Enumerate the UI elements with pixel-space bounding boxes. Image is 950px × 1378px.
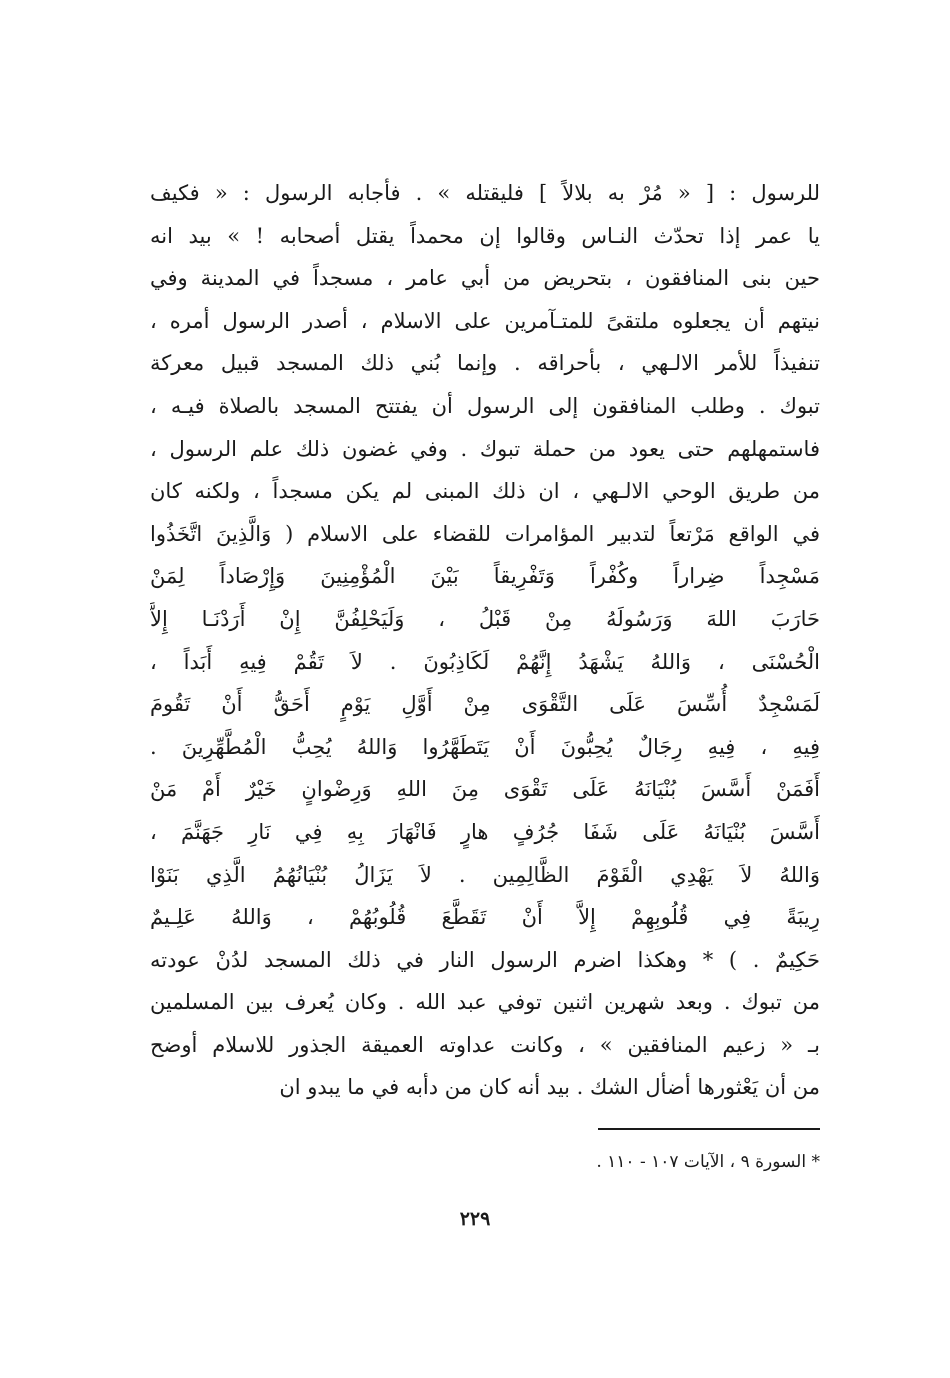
page-number: ٢٢٩: [459, 1208, 491, 1230]
text-line: يا عمر إذا تحدّث النـاس وقالوا إن محمداً يقتل أصحابه ! » بيد انه: [150, 223, 820, 248]
text-line: حَكِيمٌ . ) * وهكذا اضرم الرسول النار في ذلك المسجد لدُنْ عودته: [150, 947, 820, 972]
quran-verse-line: لَمَسْجِدٌ أُسِّسَ عَلَى التَّقْوَى مِنْ أَوَّلِ يَوْمٍ أَحَقُّ أَنْ تَقُومَ: [150, 692, 820, 717]
quran-verse-line: رِيبَةً فِي قُلُوبِهِمْ إِلاَّ أَنْ تَقَطَّعَ قُلُوبُهُمْ ، وَاللهُ عَلِـيمٌ: [150, 905, 820, 930]
text-line: نيتهم أن يجعلوه ملتقىً للمتـآمرين على الاسلام ، أصدر الرسول أمره ،: [150, 308, 820, 333]
text-line: فاستمهلهم حتى يعود من حملة تبوك . وفي غضون ذلك علم الرسول ،: [150, 436, 820, 461]
text-line: للرسول : [ « مُرْ به بلالاً ] فليقتله » . فأجابه الرسول : « فكيف: [150, 181, 820, 205]
quran-verse-line: أَفَمَنْ أَسَّسَ بُنْيَانَهُ عَلَى تَقْوَى مِنَ اللهِ وَرِضْوانٍ خَيْرٌ أَمْ مَنْ: [150, 777, 820, 802]
footnote-divider: [598, 1128, 820, 1130]
quran-verse-line: الْحُسْنَى ، وَاللهُ يَشْهَدُ إِنَّهُمْ لَكَاذِبُونَ . لاَ تَقُمْ فِيهِ أَبَداً ،: [150, 649, 820, 674]
text-line: بـ « زعيم المنافقين » ، وكانت عداوته العميقة الجذور للاسلام أوضح: [150, 1032, 820, 1057]
quran-verse-line: فِيهِ ، فِيهِ رِجَالٌ يُحِبُّونَ أَنْ يَتَطَهَّرُوا وَاللهُ يُحِبُّ الْمُطَّهِّرِينَ .: [150, 734, 820, 759]
quran-verse-line: وَاللهُ لاَ يَهْدِي الْقَوْمَ الظَّالِمِين . لاَ يَزَالُ بُنْيَانُهُمُ الَّذِي بَنَوْا: [150, 862, 820, 887]
text-line: من تبوك . وبعد شهرين اثنين توفي عبد الله . وكان يُعرف بين المسلمين: [150, 990, 820, 1015]
quran-verse-line: حَارَبَ اللهَ وَرَسُولَهُ مِنْ قَبْلُ ، وَلَيَحْلِفُنَّ إِنْ أَرَدْنَـا إِلاَّ: [150, 606, 820, 631]
text-line: من طريق الوحي الالـهي ، ان ذلك المبنى لم يكن مسجداً ، ولكنه كان: [150, 479, 820, 504]
text-line: في الواقع مَرْتعاً لتدبير المؤامرات للقضاء على الاسلام ( وَالَّذِينَ اتَّخَذُوا: [150, 521, 820, 546]
footnote: * السورة ٩ ، الآيات ١٠٧ - ١١٠ .: [596, 1152, 820, 1172]
text-line: حين بنى المنافقون ، بتحريض من أبي عامر ، مسجداً في المدينة وفي: [150, 266, 820, 291]
text-line: من أن يَعْثورها أضأل الشك . بيد أنه كان من دأبه في ما يبدو ان: [279, 1075, 820, 1100]
text-line: تنفيذاً للأمر الالـهي ، بأحراقه . وإنما بُني ذلك المسجد قبيل معركة: [150, 351, 820, 376]
main-text-block: [150, 172, 820, 1109]
text-line: تبوك . وطلب المنافقون إلى الرسول أن يفتتح المسجد بالصلاة فيـه ،: [150, 393, 820, 418]
quran-verse-line: أَسَّسَ بُنْيَانَهُ عَلَى شَفَا جُرُفٍ هارٍ فَانْهَارَ بِهِ فِي نَارِ جَهَنَّمَ ،: [150, 819, 820, 844]
quran-verse-line: مَسْجِداً ضِراراً وكُفْراً وَتَفْرِيقاً بَيْنَ الْمُؤْمِنِينَ وَإِرْصَاداً لِمَنْ: [150, 564, 820, 589]
